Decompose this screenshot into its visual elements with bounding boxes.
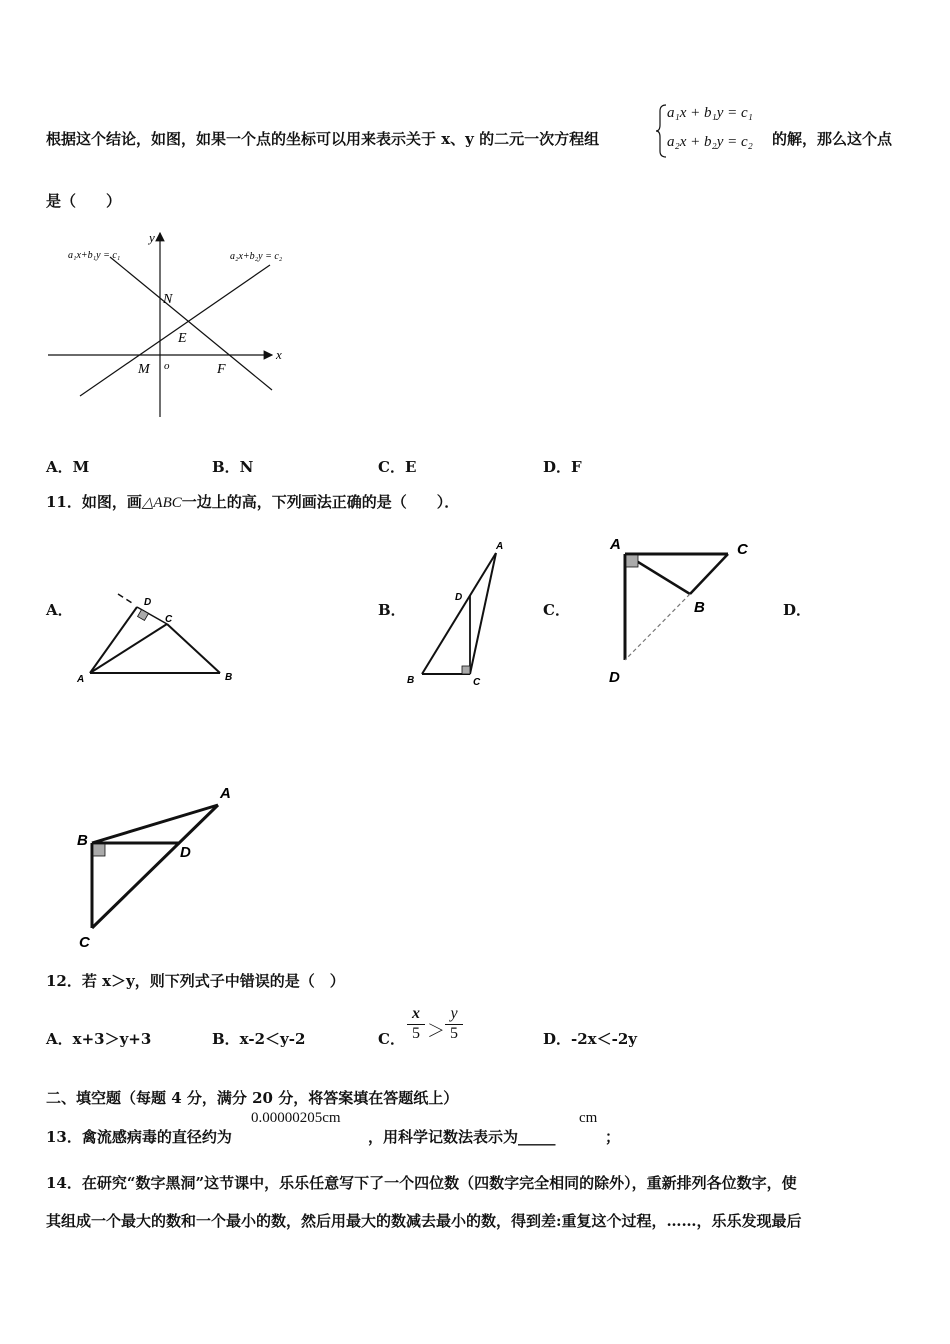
graph-line-1 bbox=[110, 257, 272, 390]
q10-option-a: A．M bbox=[46, 458, 90, 476]
fig-c-label-c: C bbox=[737, 541, 748, 558]
q11-stem bbox=[46, 491, 459, 512]
q11-figure-d bbox=[70, 780, 250, 955]
frac-greater-than: ＞ bbox=[427, 1021, 445, 1042]
fig-d-label-b: B bbox=[77, 832, 88, 849]
q12-option-b: B．x-2＜y-2 bbox=[212, 1030, 306, 1048]
system-equation-2: a₂x + b₂y = c₂ bbox=[667, 134, 753, 150]
q11-figure-b bbox=[400, 535, 520, 690]
q12-option-c-label: C． bbox=[378, 1030, 405, 1048]
x-axis-label: x bbox=[276, 347, 282, 362]
q11-option-d-label: D． bbox=[783, 601, 812, 619]
q14-line2: 其组成一个最大的数和一个最小的数，然后用最大的数减去最小的数，得到差:重复这个过程，……，乐乐发现最后 bbox=[46, 1212, 802, 1230]
q11-option-a-label: A． bbox=[46, 601, 73, 619]
q10-option-d: D．F bbox=[543, 458, 582, 476]
fig-a-label-b: B bbox=[225, 672, 233, 683]
frac-x-numerator: x bbox=[412, 1005, 420, 1022]
frac-y-den: 5 bbox=[445, 1024, 463, 1043]
fig-b-label-d: D bbox=[455, 592, 463, 603]
fig-a-label-d: D bbox=[144, 597, 152, 608]
section2-heading: 二、填空题（每题 4 分，满分 20 分，将答案填在答题纸上） bbox=[46, 1089, 459, 1107]
fig-c-label-d: D bbox=[609, 669, 620, 686]
q13-middle: ，用科学记数法表示为_____ bbox=[368, 1128, 556, 1146]
q12-option-c-expression bbox=[407, 1005, 467, 1053]
fig-c-label-a: A bbox=[610, 536, 621, 553]
q13-end: ； bbox=[605, 1128, 621, 1146]
fig-b-label-b: B bbox=[407, 675, 415, 686]
y-axis-label: y bbox=[149, 230, 155, 245]
point-e-label: E bbox=[178, 331, 187, 346]
q11-stem-before: 11．如图，画 bbox=[46, 493, 142, 511]
q11-triangle: △ABC bbox=[141, 495, 182, 511]
q10-option-b: B．N bbox=[212, 458, 254, 476]
q12-option-d: D．-2x＜-2y bbox=[543, 1030, 637, 1048]
q13-before: 13．禽流感病毒的直径约为 bbox=[46, 1128, 232, 1146]
q10-graph bbox=[40, 225, 300, 425]
q10-option-c: C．E bbox=[378, 458, 417, 476]
q10-text-line2: 是（ ） bbox=[46, 192, 122, 210]
q11-stem-after: 一边上的高，下列画法正确的是（ ）． bbox=[181, 493, 460, 511]
fig-c-label-b: B bbox=[694, 599, 705, 616]
q11-option-c-label: C． bbox=[543, 601, 570, 619]
graph-line-2 bbox=[80, 265, 270, 396]
fig-a-label-a: A bbox=[77, 674, 85, 685]
frac-y-numerator: y bbox=[450, 1005, 458, 1022]
fig-b-label-a: A bbox=[496, 541, 504, 552]
point-f-label: F bbox=[217, 362, 226, 377]
q13-unit: cm bbox=[579, 1110, 598, 1126]
fig-d-label-c: C bbox=[79, 934, 90, 951]
q11-option-b-label: B． bbox=[378, 601, 406, 619]
point-m-label: M bbox=[138, 362, 150, 377]
q10-text-line1-after: 的解，那么这个点 bbox=[772, 130, 893, 148]
line2-label: a₂x+b₂y = c₂ bbox=[230, 251, 283, 262]
q12-stem: 12．若 x＞y，则下列式子中错误的是（ ） bbox=[46, 972, 345, 990]
q13-value: 0.00000205cm bbox=[251, 1110, 341, 1126]
fig-a-label-c: C bbox=[165, 614, 173, 625]
q11-figure-a bbox=[70, 585, 245, 690]
q14-line1: 14．在研究“数字黑洞”这节课中，乐乐任意写下了一个四位数（四数字完全相同的除外），重新排列各位数字，使 bbox=[46, 1174, 797, 1192]
fig-d-label-a: A bbox=[220, 785, 231, 802]
q10-text-line1-before: 根据这个结论，如图，如果一个点的坐标可以用来表示关于 x、y 的二元一次方程组 bbox=[46, 130, 600, 148]
q12-option-a: A．x+3＞y+3 bbox=[46, 1030, 152, 1048]
frac-x-den: 5 bbox=[407, 1024, 425, 1043]
line1-label: a₁x+b₁y = c₁ bbox=[68, 250, 121, 261]
equation-system bbox=[655, 103, 770, 159]
fig-d-label-d: D bbox=[180, 844, 191, 861]
point-n-label: N bbox=[163, 292, 173, 307]
origin-label: o bbox=[164, 360, 170, 372]
system-equation-1: a₁x + b₁y = c₁ bbox=[667, 105, 753, 121]
fig-b-label-c: C bbox=[473, 677, 481, 688]
q11-figure-c bbox=[600, 532, 760, 692]
